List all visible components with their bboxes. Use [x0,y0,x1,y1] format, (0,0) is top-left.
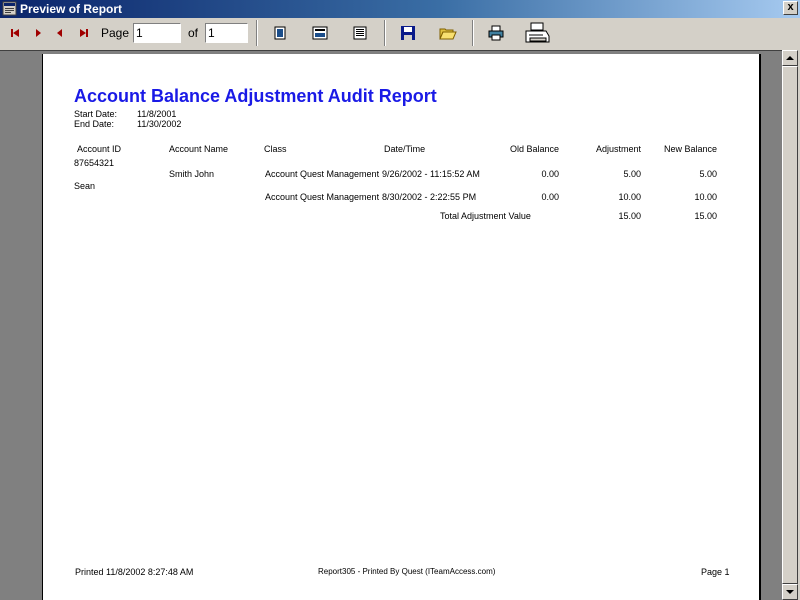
close-button[interactable] [783,1,798,15]
last-page-button[interactable] [74,23,94,43]
row-2-new-balance: 10.00 [694,192,717,202]
scroll-down-button[interactable] [782,584,798,600]
row-1-datetime: 9/26/2002 - 11:15:52 AM [382,169,480,179]
total-pages-field [205,23,248,43]
printer-icon [488,25,504,41]
printer-setup-icon [524,22,550,44]
end-date-label: End Date: [74,119,115,129]
footer-printed: Printed 11/8/2002 8:27:48 AM [75,567,194,577]
title-bar [0,0,800,18]
close-icon: x [787,1,794,13]
previous-page-button[interactable] [50,23,70,43]
text-lines-icon [352,25,368,41]
page-number-input[interactable] [133,23,181,43]
page-width-button[interactable] [310,23,330,43]
account-id: 87654321 [74,158,115,168]
account-first-name: Sean [74,181,96,191]
app-icon [2,1,17,16]
print-button[interactable] [486,23,506,43]
total-label: Total Adjustment Value [440,211,531,221]
floppy-disk-icon [400,25,416,41]
next-page-button[interactable] [28,23,48,43]
row-1-old-balance: 0.00 [541,169,559,179]
row-2-class: Account Quest Management [265,192,380,202]
first-page-button[interactable] [5,23,25,43]
last-page-icon [78,27,90,39]
single-page-icon [272,25,288,41]
column-header-adjustment: Adjustment [595,144,641,154]
footer-center: Report305 - Printed By Quest (ITeamAccess.com) [318,567,496,576]
open-button[interactable] [438,23,458,43]
printer-setup-button[interactable] [524,23,550,43]
row-2-adjustment: 10.00 [618,192,641,202]
column-header-old-balance: Old Balance [509,144,559,154]
row-1-new-balance: 5.00 [699,169,717,179]
open-folder-icon [439,25,457,41]
start-date-label: Start Date: [74,109,118,119]
arrow-up-icon [786,55,794,61]
footer-page: Page 1 [701,567,730,577]
row-1-adjustment: 5.00 [623,169,641,179]
scrollbar-thumb[interactable] [782,66,798,584]
start-date-value: 11/8/2001 [137,109,177,119]
vertical-scrollbar[interactable] [782,50,798,600]
account-name: Smith John [169,169,215,179]
total-new-balance: 15.00 [694,211,717,221]
arrow-down-icon [786,589,794,595]
toolbar-separator [384,20,386,46]
report-title: Account Balance Adjustment Audit Report [74,86,437,106]
toolbar-separator [256,20,258,46]
window-title: Preview of Report [20,2,123,16]
end-date-value: 11/30/2002 [137,119,182,129]
scroll-up-button[interactable] [782,50,798,66]
row-2-datetime: 8/30/2002 - 2:22:55 PM [382,192,477,202]
toolbar-separator [472,20,474,46]
row-2-old-balance: 0.00 [541,192,559,202]
toolbar [0,18,800,48]
zoom-page-icon [312,25,328,41]
play-left-icon [54,27,66,39]
play-right-icon [32,27,44,39]
one-page-button[interactable] [270,23,290,43]
total-adjustment: 15.00 [618,211,641,221]
full-page-button[interactable] [350,23,370,43]
column-header-account-name: Account Name [169,144,229,154]
column-header-new-balance: New Balance [663,144,717,154]
column-header-account-id: Account ID [77,144,122,154]
report-page [42,54,761,600]
row-1-class: Account Quest Management [265,169,380,179]
page-label: Page [101,26,130,40]
first-page-icon [9,27,21,39]
save-button[interactable] [398,23,418,43]
of-label: of [188,26,199,40]
column-header-class: Class [264,144,287,154]
column-header-date-time: Date/Time [384,144,426,154]
preview-area [0,50,782,600]
